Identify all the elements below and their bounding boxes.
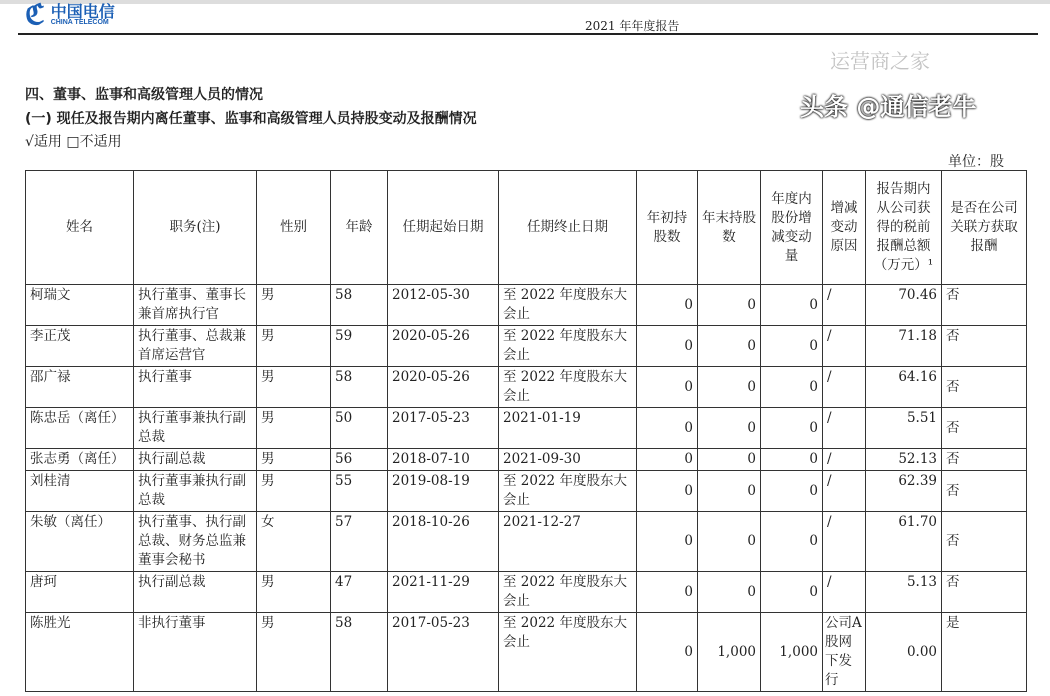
table-cell: 张志勇（离任） (26, 449, 134, 471)
table-cell: 70.46 (866, 285, 942, 326)
table-cell: 2018-07-10 (388, 449, 499, 471)
table-cell: / (823, 449, 866, 471)
table-cell: 否 (942, 449, 1027, 471)
telecom-logo-icon: ℭ (25, 0, 45, 31)
table-cell: / (823, 512, 866, 572)
table-cell: 执行董事兼执行副总裁 (134, 471, 257, 512)
table-cell: 59 (331, 326, 388, 367)
table-cell: 男 (257, 471, 331, 512)
table-cell: 0 (698, 512, 761, 572)
table-cell: / (823, 471, 866, 512)
table-cell: 1,000 (761, 613, 823, 692)
table-cell: / (823, 367, 866, 408)
table-cell: 否 (942, 408, 1027, 449)
column-header: 是否在公司关联方获取报酬 (942, 171, 1027, 285)
table-cell: 公司A股网下发行 (823, 613, 866, 692)
column-header: 年龄 (331, 171, 388, 285)
table-row (26, 326, 1027, 367)
table-cell: 0 (637, 471, 698, 512)
table-cell: 55 (331, 471, 388, 512)
table-cell: 0 (761, 367, 823, 408)
table-cell: 50 (331, 408, 388, 449)
column-header: 报告期内从公司获得的税前报酬总额（万元）¹ (866, 171, 942, 285)
table-row (26, 512, 1027, 572)
watermark-secondary: 运营商之家 (830, 49, 930, 73)
report-title: 2021 年年度报告 (585, 19, 680, 33)
watermark: 头条 @通信老牛 (800, 93, 977, 121)
table-cell: 0 (761, 572, 823, 613)
table-cell: 执行董事、董事长兼首席执行官 (134, 285, 257, 326)
table-cell: 0 (761, 449, 823, 471)
table-cell: 0 (761, 408, 823, 449)
table-cell: 2021-09-30 (499, 449, 637, 471)
table-cell: 至 2022 年度股东大会止 (499, 572, 637, 613)
table-cell: 0 (637, 367, 698, 408)
table-cell: 0 (698, 471, 761, 512)
table-cell: 男 (257, 285, 331, 326)
table-cell: 2021-12-27 (499, 512, 637, 572)
table-cell: 5.51 (866, 408, 942, 449)
table-cell: 否 (942, 512, 1027, 572)
logo-en: CHINA TELECOM (50, 18, 109, 26)
column-header: 年度内股份增减变动量 (761, 171, 823, 285)
table-cell: 至 2022 年度股东大会止 (499, 367, 637, 408)
section-title: 四、董事、监事和高级管理人员的情况 (25, 87, 263, 103)
table-cell: 邵广禄 (26, 367, 134, 408)
table-cell: 刘桂清 (26, 471, 134, 512)
table-cell: 58 (331, 613, 388, 692)
table-cell: 2019-08-19 (388, 471, 499, 512)
table-cell: 0 (637, 449, 698, 471)
table-cell: 否 (942, 285, 1027, 326)
table-row (26, 367, 1027, 408)
column-header: 姓名 (26, 171, 134, 285)
column-header: 任期起始日期 (388, 171, 499, 285)
table-row (26, 449, 1027, 471)
table-cell: 0 (637, 613, 698, 692)
table-cell: 非执行董事 (134, 613, 257, 692)
table-cell: 2020-05-26 (388, 326, 499, 367)
table-cell: 男 (257, 449, 331, 471)
table-cell: 0 (761, 285, 823, 326)
table-cell: 2020-05-26 (388, 367, 499, 408)
table-cell: 执行董事、总裁兼首席运营官 (134, 326, 257, 367)
table-cell: 至 2022 年度股东大会止 (499, 285, 637, 326)
column-header: 性别 (257, 171, 331, 285)
table-cell: 朱敏（离任） (26, 512, 134, 572)
table-cell: 2017-05-23 (388, 408, 499, 449)
table-cell: 71.18 (866, 326, 942, 367)
table-row (26, 408, 1027, 449)
table-cell: 0 (637, 512, 698, 572)
table-row (26, 613, 1027, 692)
table-cell: / (823, 408, 866, 449)
table-cell: 0 (637, 285, 698, 326)
logo-cn: 中国电信 (50, 1, 115, 21)
table-cell: 0 (698, 326, 761, 367)
table-cell: 执行董事 (134, 367, 257, 408)
table-cell: 男 (257, 572, 331, 613)
table-cell: 2021-11-29 (388, 572, 499, 613)
table-cell: 1,000 (698, 613, 761, 692)
table-row (26, 572, 1027, 613)
table-cell: 58 (331, 285, 388, 326)
table-cell: 5.13 (866, 572, 942, 613)
table-cell: 0 (637, 326, 698, 367)
table-cell: 执行董事、执行副总裁、财务总监兼董事会秘书 (134, 512, 257, 572)
table-cell: 0 (698, 449, 761, 471)
table-cell: 否 (942, 326, 1027, 367)
table-cell: 男 (257, 408, 331, 449)
table-cell: 0 (761, 512, 823, 572)
table-cell: 47 (331, 572, 388, 613)
table-cell: 女 (257, 512, 331, 572)
table-cell: 否 (942, 471, 1027, 512)
unit-label: 单位：股 (948, 154, 1004, 170)
top-edge (0, 0, 1050, 4)
table-cell: 陈忠岳（离任） (26, 408, 134, 449)
table-cell: 执行副总裁 (134, 449, 257, 471)
table-cell: 62.39 (866, 471, 942, 512)
table-cell: 执行董事兼执行副总裁 (134, 408, 257, 449)
table-cell: 0 (637, 408, 698, 449)
column-header: 年初持股数 (637, 171, 698, 285)
table-cell: 至 2022 年度股东大会止 (499, 471, 637, 512)
table-cell: 0 (761, 471, 823, 512)
table-cell: 57 (331, 512, 388, 572)
table-cell: 否 (942, 367, 1027, 408)
table-cell: 执行副总裁 (134, 572, 257, 613)
column-header: 职务(注) (134, 171, 257, 285)
compensation-table (25, 170, 1027, 692)
table-cell: 2021-01-19 (499, 408, 637, 449)
table-cell: 0 (637, 572, 698, 613)
table-cell: 56 (331, 449, 388, 471)
table-cell: 52.13 (866, 449, 942, 471)
subsection-title: (一) 现任及报告期内离任董事、监事和高级管理人员持股变动及报酬情况 (25, 111, 477, 127)
table-cell: 61.70 (866, 512, 942, 572)
table-cell: 2012-05-30 (388, 285, 499, 326)
table-cell: / (823, 572, 866, 613)
table-cell: 是 (942, 613, 1027, 692)
column-header: 增减变动原因 (823, 171, 866, 285)
table-cell: 0.00 (866, 613, 942, 692)
table-cell: 0 (698, 572, 761, 613)
header-divider (18, 33, 1038, 35)
table-cell: 唐珂 (26, 572, 134, 613)
table-cell: 陈胜光 (26, 613, 134, 692)
table-cell: / (823, 285, 866, 326)
table-cell: 64.16 (866, 367, 942, 408)
table-cell: 2017-05-23 (388, 613, 499, 692)
table-cell: 柯瑞文 (26, 285, 134, 326)
applicability: √适用 □不适用 (25, 134, 122, 150)
table-cell: 0 (698, 408, 761, 449)
table-cell: 0 (761, 326, 823, 367)
table-cell: 至 2022 年度股东大会止 (499, 326, 637, 367)
table-cell: 2018-10-26 (388, 512, 499, 572)
table-cell: 58 (331, 367, 388, 408)
table-cell: 0 (698, 285, 761, 326)
table-cell: 至 2022 年度股东大会止 (499, 613, 637, 692)
table-row (26, 285, 1027, 326)
column-header: 年末持股数 (698, 171, 761, 285)
table-cell: 男 (257, 326, 331, 367)
table-cell: / (823, 326, 866, 367)
column-header: 任期终止日期 (499, 171, 637, 285)
table-cell: 否 (942, 572, 1027, 613)
china-telecom-logo (25, 0, 115, 31)
table-cell: 0 (698, 367, 761, 408)
table-cell: 李正茂 (26, 326, 134, 367)
table-row (26, 471, 1027, 512)
table-cell: 男 (257, 367, 331, 408)
table-cell: 男 (257, 613, 331, 692)
